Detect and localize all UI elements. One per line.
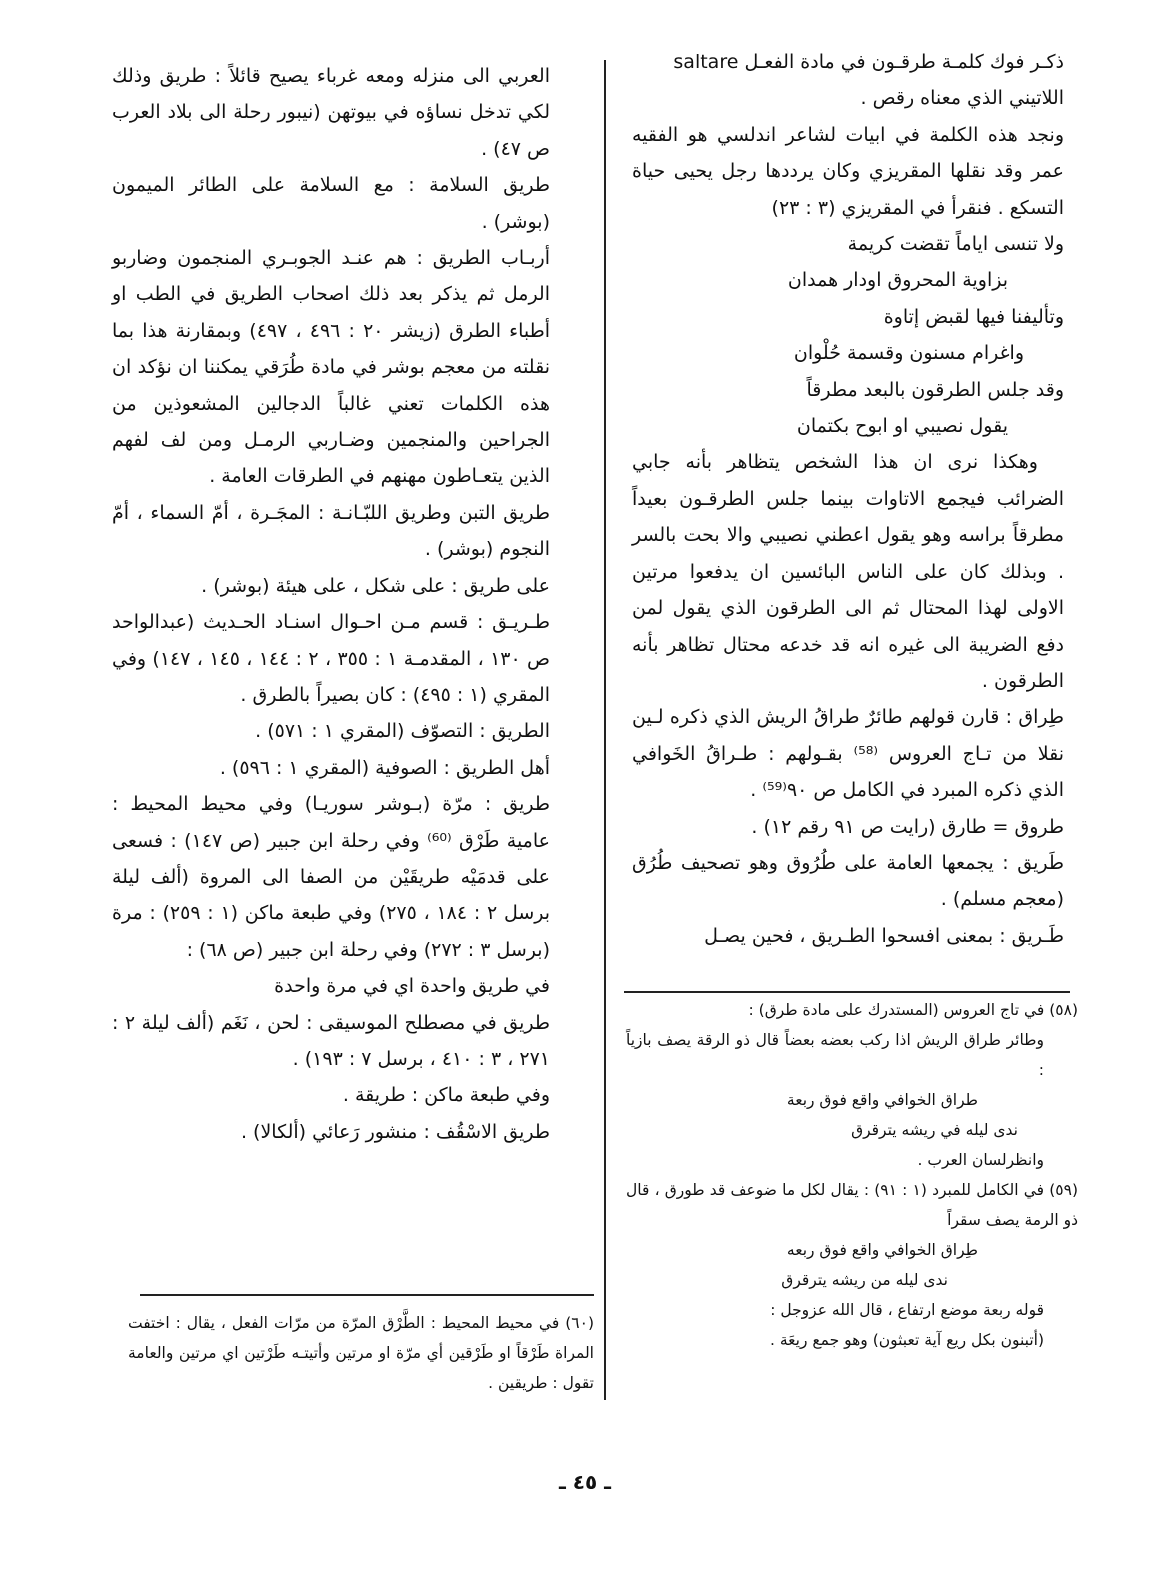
- footnote-rule-left: [140, 1294, 594, 1296]
- right-column-paragraph: طِراق : قارن قولهم طائرٌ طراقُ الريش الذي ذكره لـين نقلا من تـاج العروس ⁽⁵⁸⁾ بقـولهم : طـراقُ الخَوافي الذي ذكره المبرد في الكامل ص ٩٠⁽⁵⁹⁾ .: [632, 706, 1064, 802]
- left-column-paragraph: وفي طبعة ماكن : طريقة .: [342, 1084, 550, 1107]
- right-column-paragraph: بزاوية المحروق اودار همدان: [787, 269, 1008, 292]
- left-column-paragraph: طـريـق : قسم مـن احـوال اسنـاد الحـديث (عبدالواحد ص ١٣٠ ، المقدمـة ١ : ٣٥٥ ، ٢ : ١٤٤ ، ١٤٥ ، ١٤٧) وفي المقري (١ : ٤٩٥) : كان بصيراً بالطرق .: [112, 611, 551, 706]
- right-column-paragraph: طَـريق : بمعنى افسحوا الطـريق ، فحين يصـل: [704, 924, 1064, 947]
- left-column-paragraph: على طريق : على شكل ، على هيئة (بوشر) .: [201, 574, 550, 597]
- left-column-paragraph: طريق الاسْقُف : منشور رَعائي (ألكالا) .: [240, 1120, 550, 1143]
- page-number: ـ ٤٥ ـ: [558, 1470, 612, 1494]
- left-column-paragraph: العربي الى منزله ومعه غرباء يصيح قائلاً : طريق وذلك لكي تدخل نساؤه في بيوتهن (نيبور رحلة الى بلاد العرب ص ٤٧) .: [112, 65, 550, 160]
- footnote-line: طراق الخوافي واقع فوق ربعة: [786, 1091, 978, 1109]
- column-divider: [604, 60, 606, 1400]
- right-column-paragraph: وهكذا نرى ان هذا الشخص يتظاهر بأنه جابي الضرائب فيجمع الاتاوات بينما جلس الطرقـون بعيداً مطرقاً براسه وهو يقول اعطني نصيبي والا بحت بالسر . وبذلك كان على الناس البائسين ان يدفعوا مرتين الاولى لهذا المحتال ثم الى الطرقون الذي يقول لمن دفع الضريبة الى غيره انه قد خدعه محتال تظاهر بأنه الطرقون .: [632, 451, 1064, 692]
- footnote-line: (٥٩) في الكامل للمبرد (١ : ٩١) : يقال لكل ما ضوعف قد طورق ، قال ذو الرمة يصف سقراً: [626, 1181, 1078, 1229]
- footnote-line: ندى ليله في ريشه يترقرق: [851, 1121, 1018, 1139]
- footnote-line: ندى ليله من ريشه يترقرق: [781, 1271, 948, 1289]
- right-column-paragraph: ذكـر فوك كلمـة طرقـون في مادة الفعـل saltare: [673, 51, 1064, 73]
- footnote-line: وطائر طراق الريش اذا ركب بعضه بعضاً قال ذو الرقة يصف بازياً :: [626, 1031, 1044, 1079]
- left-column-paragraph: طريق في مصطلح الموسيقى : لحن ، نَغَم (ألف ليلة ٢ : ٢٧١ ، ٣ : ٤١٠ ، برسل ٧ : ١٩٣) .: [112, 1011, 550, 1070]
- left-column-paragraph: أهل الطريق : الصوفية (المقري ١ : ٥٩٦) .: [219, 756, 550, 779]
- footnotes-right: [626, 995, 1078, 1355]
- left-column-paragraph: أربـاب الطريق : هم عنـد الجوبـري المنجمون وضاربو الرمل ثم يذكر بعد ذلك اصحاب الطريق في الطب او أطباء الطرق (زيشر ٢٠ : ٤٩٦ ، ٤٩٧) وبمقارنة هذا بما نقلته من معجم بوشر في مادة طُرَقي يمكننا ان نؤكد ان هذه الكلمات تعني غالباً الدجالين المشعوذين من الجراحين والمنجمين وضـاربي الرمـل ومن لف لفهم الذين يتعـاطون مهنهم في الطرقات العامة .: [112, 247, 550, 488]
- right-column-paragraph: يقول نصيبي او ابوح بكتمان: [796, 415, 1008, 438]
- right-column: [632, 44, 1064, 954]
- footnote-rule-right: [624, 991, 1070, 993]
- right-column-paragraph: ونجد هذه الكلمة في ابيات لشاعر اندلسي هو الفقيه عمر وقد نقلها المقريزي وكان يرددها رجل يحيى حياة التسكع . فنقرأ في المقريزي (٣ : ٢٣): [632, 123, 1064, 219]
- right-column-paragraph: طروق = طارق (رايت ص ٩١ رقم ١٢) .: [751, 815, 1064, 838]
- left-column-paragraph: في طريق واحدة اي في مرة واحدة: [274, 975, 550, 998]
- footnotes-left: [128, 1308, 594, 1398]
- left-column-paragraph: طريق السلامة : مع السلامة على الطائر الميمون (بوشر) .: [112, 174, 550, 233]
- left-column-paragraph: طريق التبن وطريق اللبّـانـة : المجَـرة ، أمّ السماء ، أمّ النجوم (بوشر) .: [112, 501, 550, 561]
- right-column-paragraph: واغرام مسنون وقسمة حُلْوان: [793, 342, 1024, 365]
- right-column-paragraph: وتأليفنا فيها لقبض إتاوة: [883, 305, 1064, 328]
- right-column-paragraph: ولا تنسى اياماً تقضت كريمة: [847, 233, 1064, 256]
- right-column-paragraph: اللاتيني الذي معناه رقص .: [860, 87, 1064, 110]
- footnote-line: (أتبنون بكل ريع آية تعبثون) وهو جمع ريعَة .: [770, 1331, 1044, 1349]
- left-column-paragraph: طريق : مرّة (بـوشر سوريـا) وفي محيط المحيط : عامية طَرْق ⁽⁶⁰⁾ وفي رحلة ابن جبير (ص ١٤٧) : فسعى على قدمَيْه طريقَيْن من الصفا الى المروة (ألف ليلة برسل ٢ : ١٨٤ ، ٢٧٥) وفي طبعة ماكن (١ : ٢٥٩) : مرة (برسل ٣ : ٢٧٢) وفي رحلة ابن جبير (ص ٦٨) :: [112, 793, 551, 961]
- right-column-paragraph: طَريق : يجمعها العامة على طُرُوق وهو تصحيف طُرُق (معجم مسلم) .: [632, 851, 1064, 911]
- right-column-paragraph: وقد جلس الطرقون بالبعد مطرقاً: [806, 378, 1064, 401]
- footnote-line: طِراق الخوافي واقع فوق ربعه: [786, 1241, 978, 1259]
- footnote-line: (٥٨) في تاج العروس (المستدرك على مادة طرق) :: [748, 1001, 1078, 1019]
- footnote-line: (٦٠) في محيط المحيط : الطَّرْق المرّة من مرّات الفعل ، يقال : اختفت المراة طَرْقاً او طَرْقين أي مرّة او مرتين وأتيتـه طَرْتين اي مرتين والعامة تقول : طريقين .: [128, 1314, 594, 1392]
- footnote-line: قوله ربعة موضع ارتفاع ، قال الله عزوجل :: [770, 1301, 1044, 1319]
- footnote-line: وانظرلسان العرب .: [917, 1151, 1044, 1169]
- left-column: [112, 58, 550, 1150]
- left-column-paragraph: الطريق : التصوّف (المقري ١ : ٥٧١) .: [255, 720, 550, 743]
